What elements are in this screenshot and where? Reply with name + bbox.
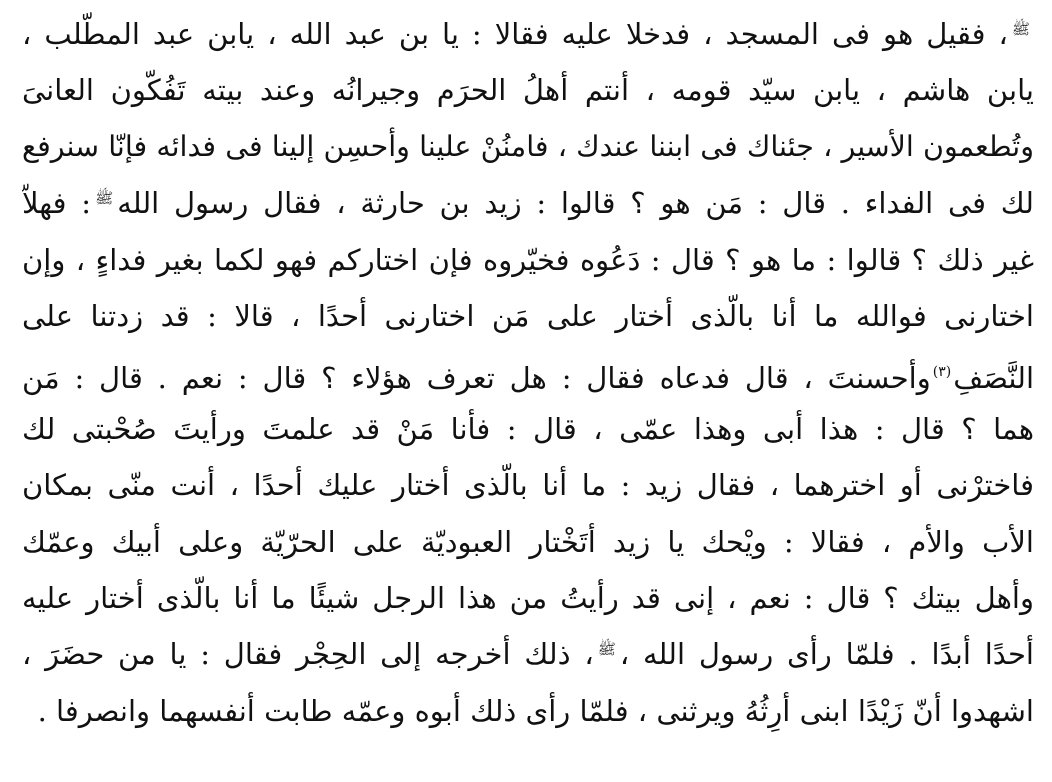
footnote-marker: (٣) <box>932 364 952 381</box>
text-line-11 <box>22 570 1034 626</box>
text-line-4 <box>22 175 1034 231</box>
line-text: وتُطعمون الأسير ، جئناك فى ابننا عندك ، فامنُنْ علينا وأحسِن إلينا فى فدائه فإنّا سنرفع <box>22 129 1034 163</box>
line-text: هما ؟ قال : هذا أبى وهذا عمّى ، قال : فأنا مَنْ قد علمتَ ورأيتَ صُحْبتى لك <box>22 411 1034 446</box>
text-line-13 <box>22 683 1034 739</box>
honorific-seal: ﷺ <box>1011 20 1030 38</box>
line-text: النَّصَفِ <box>953 361 1034 396</box>
line-text: وأهل بيتك ؟ قال : نعم ، إنى قد رأيتُ من هذا الرجل شيئًا ما أنا بالّذى أختار عليه <box>22 580 1034 615</box>
text-line-9 <box>22 457 1034 513</box>
line-text: غير ذلك ؟ قالوا : ما هو ؟ قال : دَعُوه فخيّروه فإن اختاركم فهو لكما بغير فداءٍ ، وإن <box>22 242 1034 277</box>
text-line-6 <box>22 288 1034 344</box>
line-text: فاخترْنى أو اخترهما ، فقال زيد : ما أنا بالّذى أختار عليك أحدًا ، أنت منّى بمكان <box>22 468 1034 503</box>
line-text: ، ذلك أخرجه إلى الحِجْر فقال : يا من حضَرَ ، <box>22 637 594 672</box>
line-text: اختارنى فوالله ما أنا بالّذى أختار على مَن اختارنى أحدًا ، قالا : قد زدتنا على <box>22 298 1034 333</box>
line-text: اشهدوا أنّ زَيْدًا ابنى أرِثُهُ ويرثنى ، فلمّا رأى ذلك أبوه وعمّه طابت أنفسهما وانصرفا . <box>37 693 1034 728</box>
line-text: وأحسنتَ ، قال فدعاه فقال : هل تعرف هؤلاء ؟ قال : نعم . قال : مَن <box>22 361 931 396</box>
line-text: لك فى الفداء . قال : مَن هو ؟ قالوا : زيد بن حارثة ، فقال رسول الله <box>117 186 1034 221</box>
line-text: يابن هاشم ، يابن سيّد قومه ، أنتم أهلُ الحرَم وجيرانُه وعند بيته تَفُكّون العانىَ <box>22 73 1034 108</box>
line-text: : فهلاّ <box>22 186 92 221</box>
text-line-8 <box>22 401 1034 457</box>
honorific-seal: ﷺ <box>597 640 616 659</box>
text-line-7 <box>22 344 1034 400</box>
honorific-seal: ﷺ <box>95 189 114 208</box>
line-text: ، فقيل هو فى المسجد ، فدخلا عليه فقالا : يا بن عبد الله ، يابن عبد المطّلب ، <box>22 17 1008 51</box>
text-line-10 <box>22 514 1034 570</box>
text-line-12 <box>22 626 1034 682</box>
line-text: الأب والأم ، فقالا : ويْحك يا زيد أتَخْتار العبوديّة على الحرّيّة وعلى أبيك وعمّك <box>22 524 1034 559</box>
text-line-3 <box>22 119 1034 175</box>
text-line-5 <box>22 232 1034 288</box>
text-line-2 <box>22 62 1034 118</box>
text-line-1 <box>22 6 1034 62</box>
line-text: أحدًا أبدًا . فلمّا رأى رسول الله ، <box>619 637 1034 672</box>
